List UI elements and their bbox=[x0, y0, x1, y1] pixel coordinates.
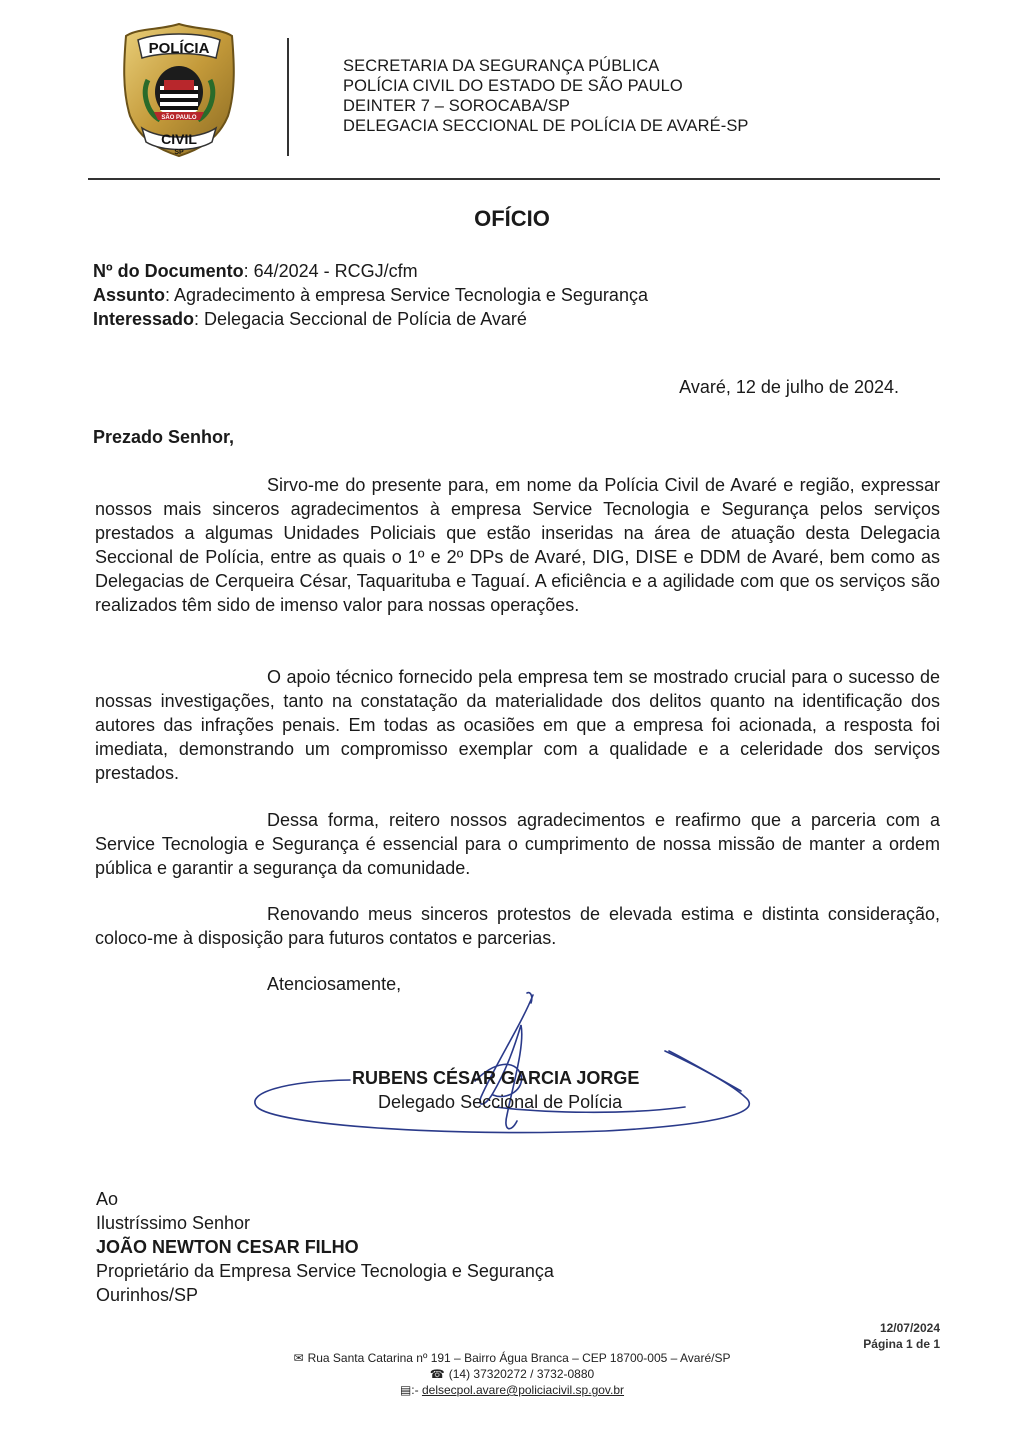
body-paragraph-1: Sirvo-me do presente para, em nome da Polícia Civil de Avaré e região, expressar nossos mais sinceros agradecimentos à empresa Service Tecnologia e Segurança pelos serviços prestados a algumas Unidades Policiais que estão inseridas na área de atuação desta Delegacia Seccional de Polícia, entre as quais o 1º e 2º DPs de Avaré, DIG, DISE e DDM de Avaré, bem como as Delegacias de Cerqueira César, Taquarituba e Taguaí. A eficiência e a agilidade com que os serviços são realizados têm sido de imenso valor para nossas operações. bbox=[95, 475, 940, 615]
svg-text:SÃO PAULO: SÃO PAULO bbox=[161, 115, 197, 121]
policia-civil-badge-logo bbox=[120, 20, 238, 158]
page-info bbox=[863, 1320, 940, 1352]
header-line: POLÍCIA CIVIL DO ESTADO DE SÃO PAULO bbox=[343, 77, 683, 95]
addressee-role: Proprietário da Empresa Service Tecnologia e Segurança bbox=[96, 1261, 554, 1281]
header-line: DEINTER 7 – SOROCABA/SP bbox=[343, 97, 570, 115]
page-date: 12/07/2024 bbox=[879, 1321, 940, 1335]
footer-email-prefix: :- bbox=[411, 1383, 422, 1397]
body-paragraph-3: Dessa forma, reitero nossos agradecimentos e reafirmo que a parceria com a Service Tecnologia e Segurança é essencial para o cumprimento de nossa missão de manter a ordem pública e garantir a segurança da comunidade. bbox=[95, 810, 940, 878]
body-paragraph-2: O apoio técnico fornecido pela empresa tem se mostrado crucial para o sucesso de nossas investigações, tanto na constatação da materialidade dos delitos quanto na identificação dos autores das infrações penais. Em todas as ocasiões em que a empresa foi acionada, a resposta foi imediata, demonstrando um compromisso exemplar com a qualidade e a celeridade dos serviços prestados. bbox=[95, 667, 940, 783]
letter-date: Avaré, 12 de julho de 2024. bbox=[679, 377, 899, 397]
doc-number-label: Nº do Documento bbox=[93, 261, 244, 281]
document-title: OFÍCIO bbox=[474, 206, 550, 231]
computer-icon: ▤ bbox=[399, 1383, 412, 1397]
addressee-name: JOÃO NEWTON CESAR FILHO bbox=[96, 1237, 359, 1257]
footer-address: Rua Santa Catarina nº 191 – Bairro Água Branca – CEP 18700-005 – Avaré/SP bbox=[307, 1351, 731, 1365]
svg-text:CIVIL: CIVIL bbox=[161, 131, 197, 147]
doc-number-line bbox=[93, 259, 648, 283]
signer-name: RUBENS CÉSAR GARCIA JORGE bbox=[352, 1068, 640, 1088]
addressee-line: Ao bbox=[96, 1189, 119, 1209]
svg-text:SP: SP bbox=[174, 149, 184, 156]
header-line: DELEGACIA SECCIONAL DE POLÍCIA DE AVARÉ-SP bbox=[343, 117, 749, 135]
header-institution bbox=[343, 56, 749, 136]
subject-value: : Agradecimento à empresa Service Tecnologia e Segurança bbox=[165, 285, 648, 305]
footer-address-line bbox=[0, 1350, 1024, 1366]
svg-text:POLÍCIA: POLÍCIA bbox=[148, 40, 210, 57]
footer-email-link[interactable]: delsecpol.avare@policiacivil.sp.gov.br bbox=[421, 1383, 625, 1397]
doc-number-value: : 64/2024 - RCGJ/cfm bbox=[243, 261, 418, 281]
addressee-city: Ourinhos/SP bbox=[96, 1285, 199, 1305]
signer-role: Delegado Seccional de Polícia bbox=[378, 1092, 623, 1112]
footer-phone-line bbox=[0, 1366, 1024, 1382]
greeting: Prezado Senhor, bbox=[93, 427, 235, 447]
envelope-icon: ✉ bbox=[293, 1351, 304, 1365]
subject-line bbox=[93, 283, 648, 307]
footer bbox=[0, 1350, 1024, 1398]
phone-icon: ☎ bbox=[429, 1367, 445, 1381]
subject-label: Assunto bbox=[93, 285, 165, 305]
header-divider bbox=[287, 38, 289, 156]
interested-label: Interessado bbox=[93, 309, 195, 329]
handwritten-signature bbox=[245, 985, 765, 1140]
header-line: SECRETARIA DA SEGURANÇA PÚBLICA bbox=[343, 57, 660, 75]
closing: Atenciosamente, bbox=[267, 974, 402, 994]
addressee-block bbox=[96, 1187, 554, 1307]
page-number: Página 1 de 1 bbox=[863, 1337, 940, 1351]
body-paragraph-4: Renovando meus sinceros protestos de elevada estima e distinta consideração, coloco-me à disposição para futuros contatos e parcerias. bbox=[95, 904, 940, 948]
addressee-line: Ilustríssimo Senhor bbox=[96, 1213, 251, 1233]
footer-email-line bbox=[0, 1382, 1024, 1398]
footer-phone: (14) 37320272 / 3732-0880 bbox=[448, 1367, 595, 1381]
document-meta bbox=[93, 259, 648, 331]
interested-line bbox=[93, 307, 648, 331]
header-rule bbox=[88, 178, 940, 180]
interested-value: : Delegacia Seccional de Polícia de Avaré bbox=[194, 309, 527, 329]
